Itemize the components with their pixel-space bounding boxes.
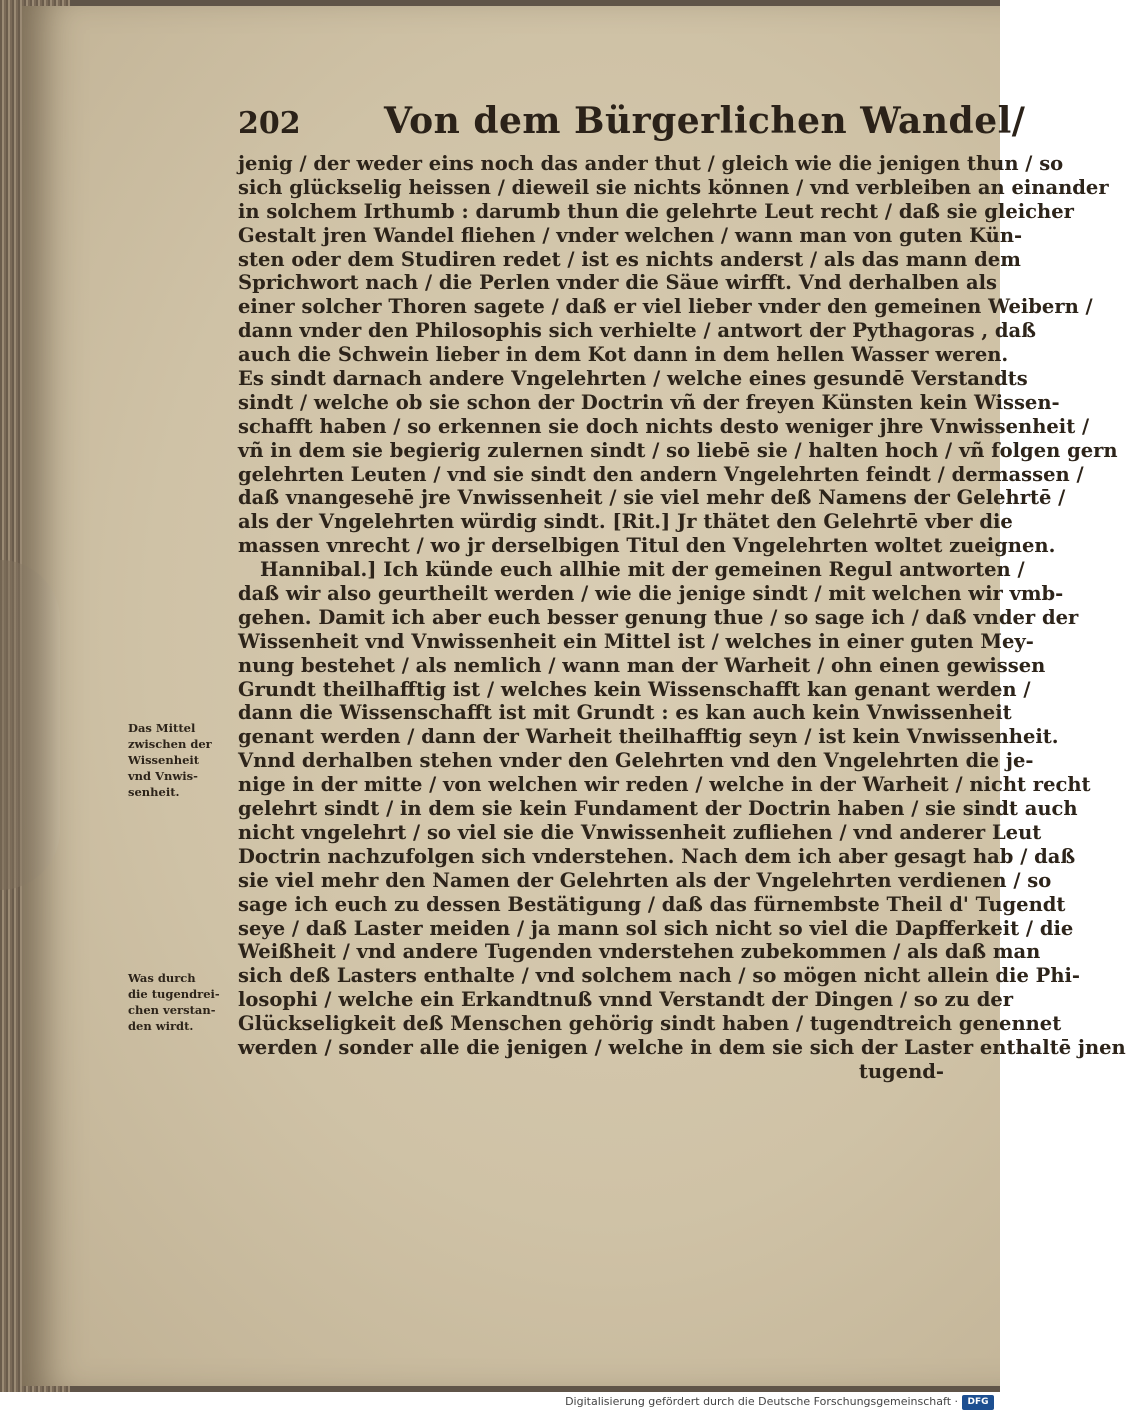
text-line: gelehrt sindt / in dem sie kein Fundament der Doctrin haben / sie sindt auch (238, 797, 1078, 821)
text-line: einer solcher Thoren sagete / daß er viel lieber vnder den gemeinen Weibern / (238, 295, 1093, 319)
text-line: nicht vngelehrt / so viel sie die Vnwissenheit zufliehen / vnd anderer Leut (238, 820, 1042, 844)
text-line: gelehrten Leuten / vnd sie sindt den andern Vngelehrten feindt / dermassen / (238, 462, 1084, 486)
text-line: Vnnd derhalben stehen vnder den Gelehrten vnd den Vngelehrten die je- (238, 749, 1034, 773)
marginal-note-line: zwischen der (128, 737, 212, 751)
text-line: sich glückselig heissen / dieweil sie nichts können / vnd verbleiben an einander (238, 175, 1109, 199)
marginal-note-line: den wirdt. (128, 1019, 194, 1033)
text-line: seye / daß Laster meiden / ja mann sol sich nicht so viel die Dapfferkeit / die (238, 916, 1074, 940)
text-line: werden / sonder alle die jenigen / welche in dem sie sich der Laster enthaltē jnen (238, 1035, 1126, 1059)
text-line: gehen. Damit ich aber euch besser genung thue / so sage ich / daß vnder der (238, 605, 1079, 629)
text-line: sten oder dem Studiren redet / ist es nichts anderst / als das mann dem (238, 247, 1021, 271)
page-header (238, 100, 1026, 150)
book-clip-shadow (0, 560, 60, 890)
text-line: massen vnrecht / wo jr derselbigen Titul den Vngelehrten woltet zueignen. (238, 534, 1056, 558)
text-line: sindt / welche ob sie schon der Doctrin vñ der freyen Künsten kein Wissen- (238, 390, 1060, 414)
text-line: schafft haben / so erkennen sie doch nichts desto weniger jhre Vnwissenheit / (238, 414, 1090, 438)
text-line: vñ in dem sie begierig zulernen sindt / so liebē sie / halten hoch / vñ folgen gern (238, 438, 1118, 462)
marginal-note-line: vnd Vnwis- (128, 769, 198, 783)
text-line: sage ich euch zu dessen Bestätigung / daß das fürnembste Theil d' Tugendt (238, 892, 1066, 916)
text-line: Gestalt jren Wandel fliehen / vnder welchen / wann man von guten Kün- (238, 223, 1023, 247)
text-line: Es sindt darnach andere Vngelehrten / welche eines gesundē Verstandts (238, 367, 1028, 391)
text-line: sich deß Lasters enthalte / vnd solchem nach / so mögen nicht allein die Phi- (238, 964, 1081, 988)
text-line: Glückseligkeit deß Menschen gehörig sindt haben / tugendtreich genennet (238, 1012, 1062, 1036)
text-line: als der Vngelehrten würdig sindt. [Rit.] Jr thätet den Gelehrtē vber die (238, 510, 1013, 534)
text-line: daß wir also geurtheilt werden / wie die jenige sindt / mit welchen wir vmb- (238, 582, 1064, 606)
text-line: Hannibal.] Ich künde euch allhie mit der gemeinen Regul antworten / (260, 558, 1025, 582)
page-number: 202 (238, 106, 301, 141)
text-line: daß vnangesehē jre Vnwissenheit / sie viel mehr deß Namens der Gelehrtē / (238, 486, 1066, 510)
running-title: Von dem Bürgerlichen Wandel/ (384, 100, 1026, 142)
marginal-note-2 (128, 970, 232, 1034)
marginal-note-line: Was durch (128, 971, 196, 985)
text-line: genant werden / dann der Warheit theilhafftig seyn / ist kein Vnwissenheit. (238, 725, 1059, 749)
dfg-logo: DFG (962, 1395, 994, 1410)
text-line: losophi / welche ein Erkandtnuß vnnd Verstandt der Dingen / so zu der (238, 988, 1014, 1012)
text-line: Wissenheit vnd Vnwissenheit ein Mittel ist / welches in einer guten Mey- (238, 629, 1034, 653)
marginal-note-line: Das Mittel (128, 721, 196, 735)
footer-credit-text: Digitalisierung gefördert durch die Deutsche Forschungsgemeinschaft · (565, 1395, 958, 1408)
marginal-note-line: die tugendrei- (128, 987, 220, 1001)
text-line: nige in der mitte / von welchen wir reden / welche in der Warheit / nicht recht (238, 773, 1091, 797)
marginal-note-line: Wissenheit (128, 753, 200, 767)
text-line: Sprichwort nach / die Perlen vnder die Säue wirfft. Vnd derhalben als (238, 271, 998, 295)
main-text-block (238, 152, 1126, 1084)
marginal-note-line: chen verstan- (128, 1003, 216, 1017)
text-line: Weißheit / vnd andere Tugenden vnderstehen zubekommen / als daß man (238, 940, 1041, 964)
text-line: in solchem Irthumb : darumb thun die gelehrte Leut recht / daß sie gleicher (238, 199, 1074, 223)
digitization-footer (0, 1392, 1000, 1414)
text-line: sie viel mehr den Namen der Gelehrten als der Vngelehrten verdienen / so (238, 868, 1052, 892)
text-line: nung bestehet / als nemlich / wann man der Warheit / ohn einen gewissen (238, 653, 1046, 677)
text-line: jenig / der weder eins noch das ander thut / gleich wie die jenigen thun / so (238, 152, 1064, 175)
marginal-note-1 (128, 720, 232, 800)
text-line: Doctrin nachzufolgen sich vnderstehen. Nach dem ich aber gesagt hab / daß (238, 844, 1076, 868)
text-line: dann vnder den Philosophis sich verhielte / antwort der Pythagoras , daß (238, 319, 1036, 343)
marginal-note-line: senheit. (128, 785, 180, 799)
text-line: auch die Schwein lieber in dem Kot dann in dem hellen Wasser weren. (238, 343, 1009, 367)
text-line: dann die Wissenschafft ist mit Grundt : es kan auch kein Vnwissenheit (238, 701, 1012, 725)
text-line: Grundt theilhafftig ist / welches kein Wissenschafft kan genant werden / (238, 677, 1031, 701)
catchword: tugend- (858, 1059, 944, 1083)
